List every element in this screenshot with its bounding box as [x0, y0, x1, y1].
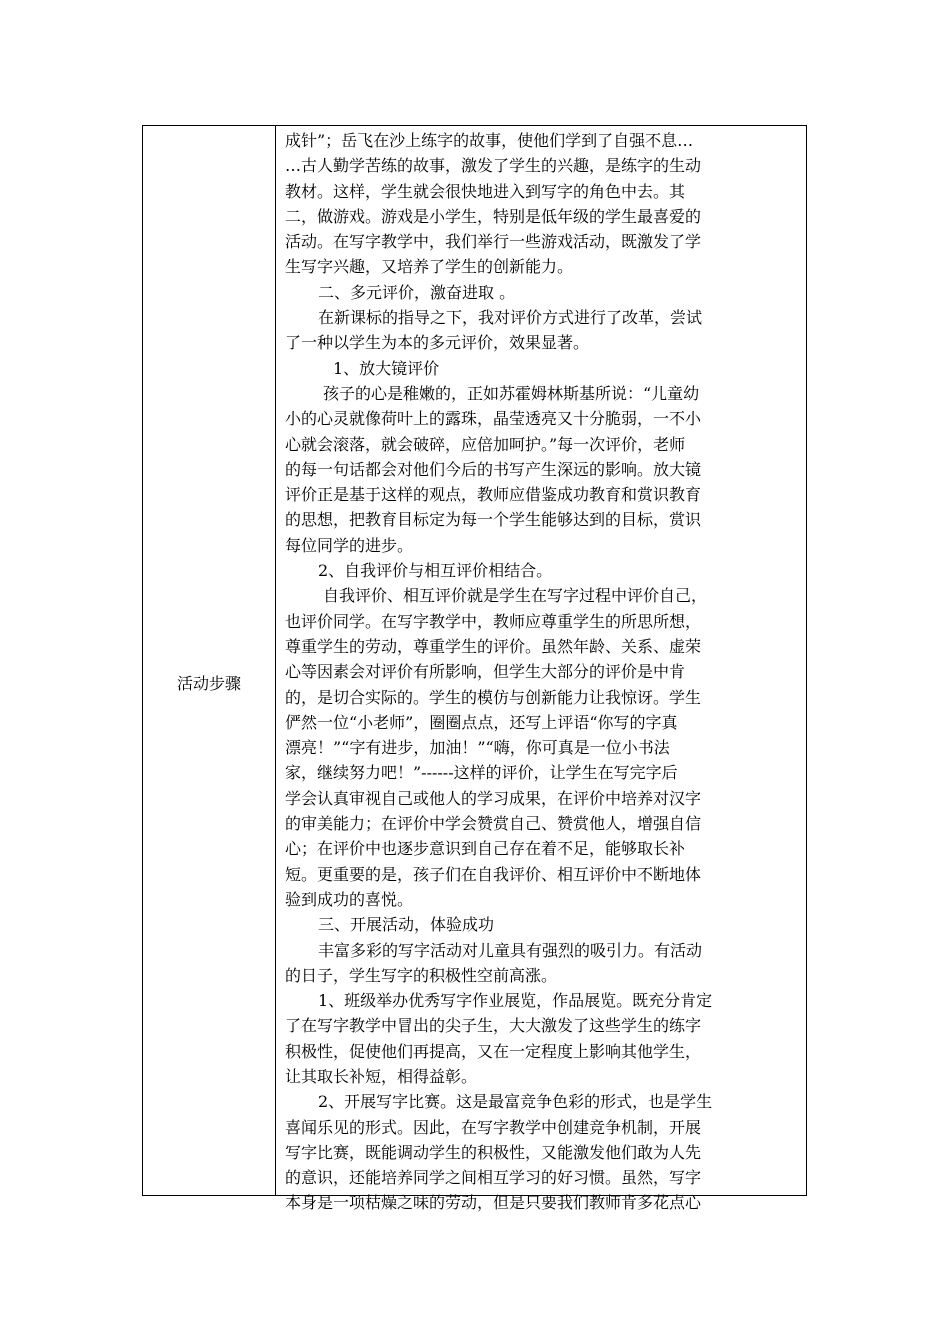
text-line: 了在写字教学中冒出的尖子生，大大激发了这些学生的练字: [285, 1016, 702, 1036]
text-line: 尊重学生的劳动，尊重学生的评价。虽然年龄、关系、虚荣: [285, 636, 702, 656]
activity-table: [142, 125, 807, 1213]
text-line: 的审美能力；在评价中学会赞赏自己、赞赏他人，增强自信: [285, 814, 702, 834]
text-line: 的，是切合实际的。学生的模仿与创新能力让我惊讶。学生: [285, 687, 702, 707]
content-cell: [285, 128, 785, 1216]
text-line: 孩子的心是稚嫩的，正如苏霍姆林斯基所说：“儿童幼: [323, 383, 700, 403]
text-line: 每位同学的进步。: [285, 535, 414, 555]
text-line: 验到成功的喜悦。: [285, 889, 414, 909]
text-line: 心就会滚落，就会破碎，应倍加呵护。”每一次评价，老师: [285, 434, 686, 454]
text-line: 在新课标的指导之下，我对评价方式进行了改革，尝试: [318, 308, 703, 328]
text-line: 家，继续努力吧！”------这样的评价，让学生在写完字后: [285, 763, 678, 783]
text-line: 小的心灵就像荷叶上的露珠，晶莹透亮又十分脆弱，一不小: [285, 409, 702, 429]
text-line: 的每一句话都会对他们今后的书写产生深远的影响。放大镜: [285, 459, 702, 479]
text-line: 自我评价、相互评价就是学生在写字过程中评价自己，: [323, 586, 708, 606]
text-line: 俨然一位“小老师”，圈圈点点，还写上评语“你写的字真: [285, 712, 678, 732]
text-line: 教材。这样，学生就会很快地进入到写字的角色中去。其: [285, 181, 686, 201]
text-line: 也评价同学。在写字教学中，教师应尊重学生的所思所想，: [285, 611, 702, 631]
text-line: 学会认真审视自己或他人的学习成果，在评价中培养对汉字: [285, 788, 702, 808]
row-label: 活动步骤: [176, 674, 241, 693]
section-heading: 二、多元评价，激奋进取 。: [318, 282, 516, 302]
text-line: 的日子，学生写字的积极性空前高涨。: [285, 965, 558, 985]
text-line: 二，做游戏。游戏是小学生，特别是低年级的学生最喜爱的: [285, 206, 702, 226]
text-line: 评价正是基于这样的观点，教师应借鉴成功教育和赏识教育: [285, 485, 702, 505]
text-line: 的思想，把教育目标定为每一个学生能够达到的目标，赏识: [285, 510, 702, 530]
text-line: 活动。在写字教学中，我们举行一些游戏活动，既激发了学: [285, 232, 702, 252]
text-line: 让其取长补短，相得益彰。: [285, 1066, 478, 1086]
column-divider: [275, 126, 276, 1195]
text-line: 心；在评价中也逐步意识到自己存在着不足，能够取长补: [285, 839, 686, 859]
subsection-heading: 2、自我评价与相互评价相结合。: [318, 561, 553, 581]
text-line: 写字比赛，既能调动学生的积极性，又能激发他们敢为人先: [285, 1142, 702, 1162]
text-line: 积极性，促使他们再提高，又在一定程度上影响其他学生，: [285, 1041, 702, 1061]
text-line: 了一种以学生为本的多元评价，效果显著。: [285, 333, 590, 353]
text-line: 心等因素会对评价有所影响，但学生大部分的评价是中肯: [285, 662, 686, 682]
text-line: 2、开展写字比赛。这是最富竞争色彩的形式，也是学生: [318, 1092, 713, 1112]
subsection-heading: 1、放大镜评价: [333, 358, 440, 378]
text-line: 本身是一项枯燥之味的劳动，但是只要我们教师肯多花点心: [285, 1193, 702, 1213]
text-line: …古人勤学苦练的故事，激发了学生的兴趣，是练字的生动: [285, 156, 702, 176]
text-line: 丰富多彩的写字活动对儿童具有强烈的吸引力。有活动: [318, 940, 703, 960]
text-line: 喜闻乐见的形式。因此，在写字教学中创建竞争机制，开展: [285, 1117, 702, 1137]
text-line: 漂亮！”“字有进步，加油！”“嗨，你可真是一位小书法: [285, 738, 670, 758]
text-line: 生写字兴趣，又培养了学生的创新能力。: [285, 257, 574, 277]
section-heading: 三、开展活动，体验成功: [318, 915, 495, 935]
text-line: 短。更重要的是，孩子们在自我评价、相互评价中不断地体: [285, 864, 702, 884]
text-line: 成针”；岳飞在沙上练字的故事，使他们学到了自强不息…: [285, 131, 694, 150]
text-line: 1、班级举办优秀写字作业展览，作品展览。既充分肯定: [318, 991, 713, 1011]
text-line: 的意识，还能培养同学之间相互学习的好习惯。虽然，写字: [285, 1168, 702, 1188]
